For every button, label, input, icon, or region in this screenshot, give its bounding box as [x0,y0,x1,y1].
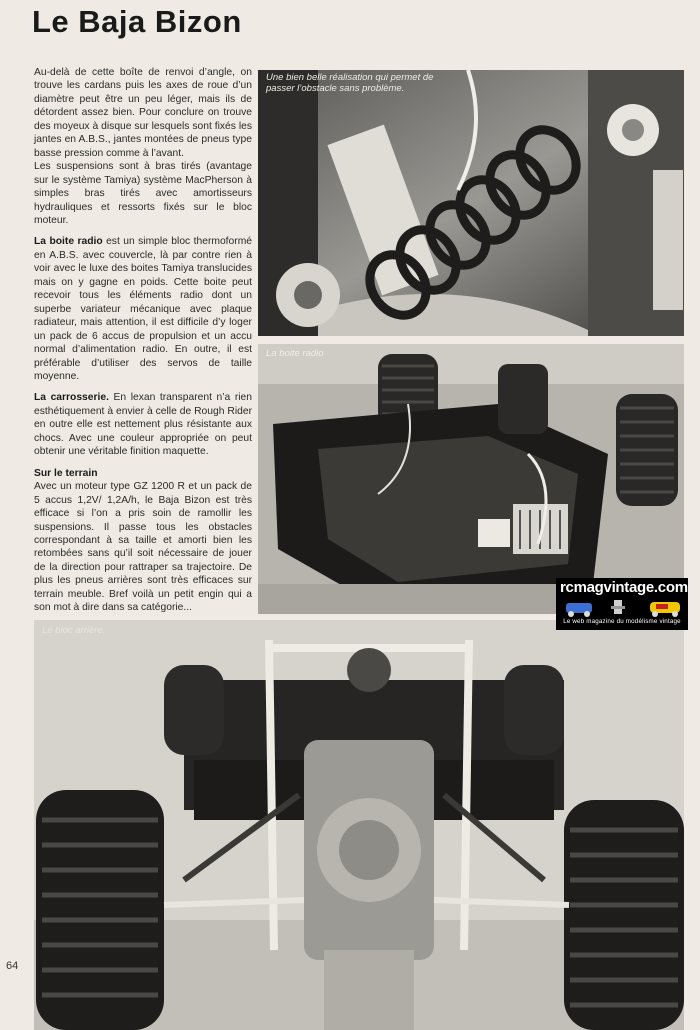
tire-rear-left [36,790,164,1030]
logo-tagline: Le web magazine du modélisme vintage [563,618,681,625]
suspension-illustration [258,70,684,336]
paragraph-cardans: Au-delà de cette boîte de renvoi d’angle, on trouve les cardans puis les axes de roue d’un diamètre peut être un peu léger, mais ils de détordent assez bien. Pour conclure on trouve des moyeux à disque sur lesquels sont fixés les jantes en A.B.S., jantes montées de pneus type basse pression comme à l’avant. [34,67,252,159]
logo-brand: rcmagvintage.com [560,579,688,596]
body-lead: La carrosserie. [34,392,109,404]
terrain-heading: Sur le terrain [34,467,98,479]
rcmagvintage-logo [556,578,688,630]
paragraph-suspensions: Les suspensions sont à bras tirés (avantage sur le système Tamiya) système MacPherson à simples bras tirés avec amortisseurs hydrauliques et ressorts fixés sur le bloc moteur. [34,161,252,226]
caption-rear-block: Le bloc arrière. [42,625,106,636]
radio-text: est un simple bloc thermoformé en A.B.S. avec couvercle, là par contre rien à voir avec le luxe des boites Tamiya translucides mais on y gagne en poids. Cette boite peut recevoir tous les éléments radio dont un superbe variateur mécanique avec plaque radiateur, mais attention, il est difficile d’y loger un pack de 6 accus de propulsion et un accu normal d’alimentation radio. En outre, il est préférable d’utiliser des servos de taille moyenne. [34,236,252,382]
article-title: Le Baja Bizon [32,4,242,39]
radio-lead: La boite radio [34,236,103,248]
photo-rear-block [34,620,684,1030]
caption-radio-box: La boite radio [266,348,324,359]
tire-right [616,394,678,506]
photo-suspension [258,70,684,336]
paragraph-terrain: Avec un moteur type GZ 1200 R et un pack de 5 accus 1,2V/ 1,2A/h, le Baja Bizon est très efficace si l’on a pris soin de ramollir les suspensions. Il passe tous les obstacles correspondant à sa taille et amorti bien les retombées sans qu’il soit nécessaire de jouer de la direction pour rattraper sa trajectoire. De plus les pneus arrières sont très efficaces sur terrain meuble. Bref voilà un petit engin qui a son mot à dire dans sa catégorie... [34,481,252,614]
caption-suspension: Une bien belle réalisation qui permet de passer l’obstacle sans problème. [266,72,434,94]
logo-cars-icon [556,597,688,617]
radio-box-illustration [258,344,688,614]
paragraph-radio [34,235,252,383]
page-number: 64 [6,960,19,972]
rear-block-illustration [34,620,684,1030]
body-text: En lexan transparent n’a rien esthétiquement à envier à celle de Rough Rider en outre elle est nettement plus résistante aux chocs. Avec une couleur appropriée on peut obtenir une véritable finition maquette. [34,392,253,458]
paragraph-carrosserie [34,391,252,458]
article-body [34,66,252,615]
photo-radio-box [258,344,688,614]
tire-rear-right [564,800,684,1030]
